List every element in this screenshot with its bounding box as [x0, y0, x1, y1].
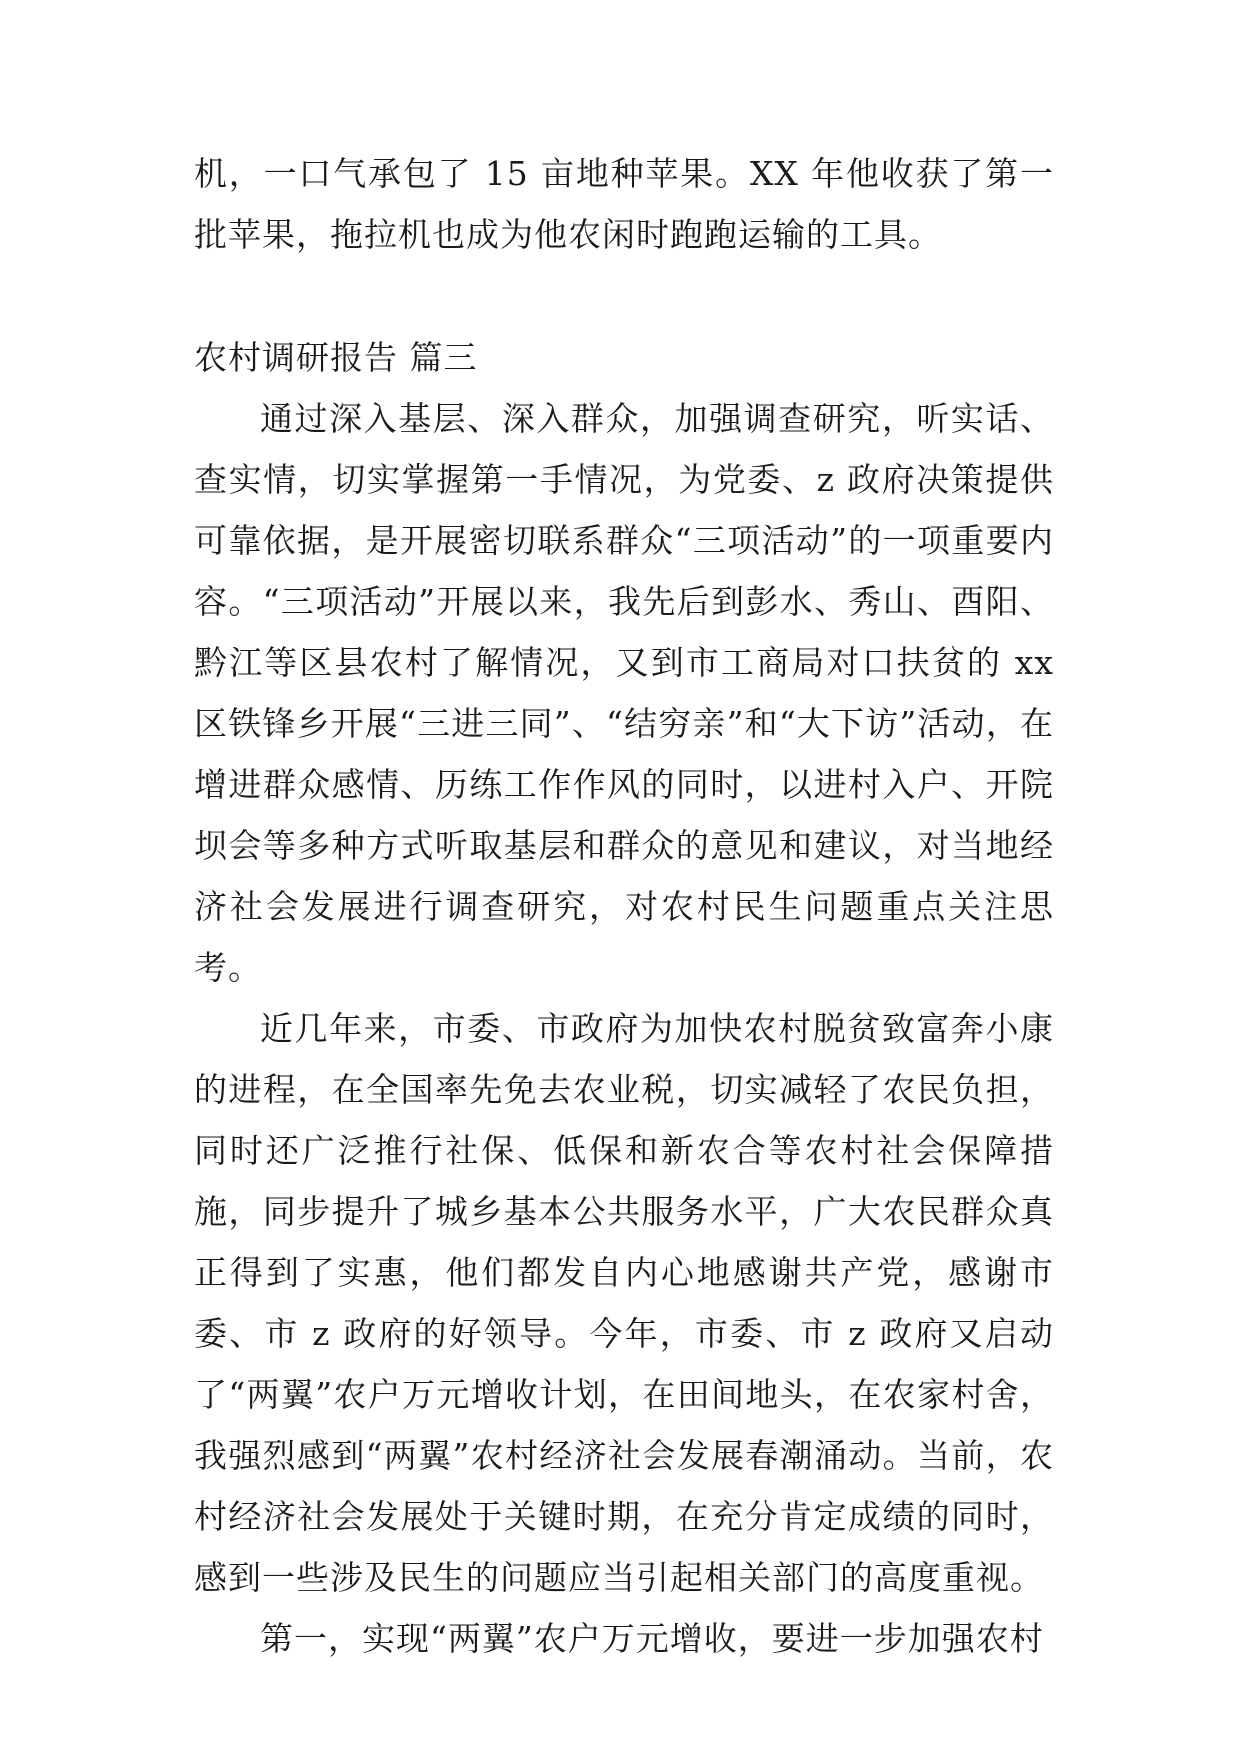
section-title: 农村调研报告 篇三 — [194, 338, 478, 377]
body-paragraph: 近几年来，市委、市政府为加快农村脱贫致富奔小康的进程，在全国率先免去农业税，切实减轻了农民负担，同时还广泛推行社保、低保和新农合等农村社会保障措施，同步提升了城乡基本公共服务水平，广大农民群众真正得到了实惠，他们都发自内心地感谢共产党，感谢市委、市 z 政府的好领导。今年，市委、市 z 政府又启动了“两翼”农户万元增收计划，在田间地头，在农家村舍，我强烈感到“两翼”农村经济社会发展春潮涌动。当前，农村经济社会发展处于关键时期，在充分肯定成绩的同时，感到一些涉及民生的问题应当引起相关部门的高度重视。 — [194, 1009, 1054, 1597]
body-paragraph: 通过深入基层、深入群众，加强调查研究，听实话、查实情，切实掌握第一手情况，为党委、z 政府决策提供可靠依据，是开展密切联系群众“三项活动”的一项重要内容。“三项活动”开展以来，我先后到彭水、秀山、酉阳、黔江等区县农村了解情况，又到市工商局对口扶贫的 xx 区铁锋乡开展“三进三同”、“结穷亲”和“大下访”活动，在增进群众感情、历练工作作风的同时，以进村入户、开院坝会等多种方式听取基层和群众的意见和建议，对当地经济社会发展进行调查研究，对农村民生问题重点关注思考。 — [194, 399, 1054, 987]
continued-paragraph: 机，一口气承包了 15 亩地种苹果。XX 年他收获了第一批苹果，拖拉机也成为他农闲时跑跑运输的工具。 — [194, 154, 1054, 254]
section-block — [194, 327, 1054, 1669]
continued-text — [194, 143, 1054, 265]
body-paragraph: 第一，实现“两翼”农户万元增收，要进一步加强农村 — [260, 1619, 1044, 1658]
